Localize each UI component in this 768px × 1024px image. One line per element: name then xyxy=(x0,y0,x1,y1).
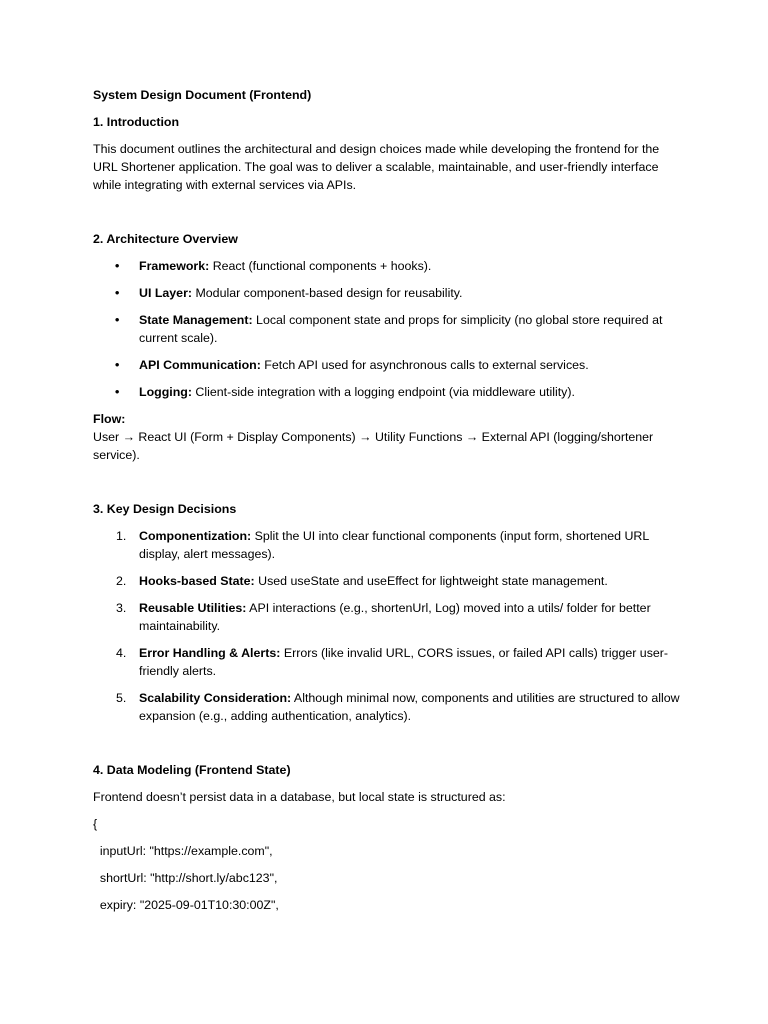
item-label: Logging: xyxy=(139,385,192,399)
code-line: shortUrl: "http://short.ly/abc123", xyxy=(93,871,278,885)
item-number: 1. xyxy=(116,529,127,543)
decision-item-reusable-utilities xyxy=(93,599,683,635)
item-label: UI Layer: xyxy=(139,286,193,300)
item-label: Framework: xyxy=(139,259,210,273)
item-label: API Communication: xyxy=(139,358,261,372)
architecture-item-api-communication xyxy=(93,356,683,374)
code-line: inputUrl: "https://example.com", xyxy=(93,844,273,858)
item-text: Client-side integration with a logging endpoint (via middleware utility). xyxy=(191,385,575,399)
item-label: Reusable Utilities: xyxy=(139,601,247,615)
item-text: Local component state and props for simplicity (no global store required at current scale). xyxy=(139,313,663,345)
flow-text: User → React UI (Form + Display Components) → Utility Functions → External API (logging/shortener service). xyxy=(93,430,654,462)
architecture-item-framework xyxy=(93,257,683,275)
item-label: Componentization: xyxy=(139,529,252,543)
document-page xyxy=(93,86,683,923)
item-text: Modular component-based design for reusability. xyxy=(192,286,463,300)
section-spacer xyxy=(93,734,683,761)
item-number: 3. xyxy=(116,601,127,615)
decision-item-error-handling xyxy=(93,644,683,680)
architecture-item-state-management xyxy=(93,311,683,347)
decision-item-componentization xyxy=(93,527,683,563)
architecture-heading: 2. Architecture Overview xyxy=(93,232,238,246)
item-number: 5. xyxy=(116,691,127,705)
flow-label: Flow: xyxy=(93,412,126,426)
item-label: Hooks-based State: xyxy=(139,574,255,588)
code-line: expiry: "2025-09-01T10:30:00Z", xyxy=(93,898,279,912)
decision-item-scalability xyxy=(93,689,683,725)
intro-heading: 1. Introduction xyxy=(93,115,180,129)
code-line: { xyxy=(93,817,98,831)
item-label: State Management: xyxy=(139,313,253,327)
architecture-item-ui-layer xyxy=(93,284,683,302)
flow-block xyxy=(93,410,683,464)
item-text: Errors (like invalid URL, CORS issues, or failed API calls) trigger user-friendly alerts. xyxy=(139,646,669,678)
intro-paragraph: This document outlines the architectural and design choices made while developing the frontend for the URL Shortener application. The goal was to deliver a scalable, maintainable, and user-friendly interface while integrating with external services via APIs. xyxy=(93,142,660,192)
item-text: Split the UI into clear functional components (input form, shortened URL display, alert messages). xyxy=(139,529,649,561)
item-number: 2. xyxy=(116,574,127,588)
item-text: Fetch API used for asynchronous calls to external services. xyxy=(260,358,589,372)
architecture-item-logging xyxy=(93,383,683,401)
decisions-list xyxy=(93,527,683,725)
data-modeling-paragraph: Frontend doesn’t persist data in a database, but local state is structured as: xyxy=(93,790,506,804)
item-number: 4. xyxy=(116,646,127,660)
item-label: Scalability Consideration: xyxy=(139,691,292,705)
data-modeling-heading: 4. Data Modeling (Frontend State) xyxy=(93,763,291,777)
item-label: Error Handling & Alerts: xyxy=(139,646,281,660)
decisions-heading: 3. Key Design Decisions xyxy=(93,502,237,516)
item-text: API interactions (e.g., shortenUrl, Log) moved into a utils/ folder for better maintainability. xyxy=(139,601,651,633)
item-text: Used useState and useEffect for lightweight state management. xyxy=(254,574,608,588)
item-text: React (functional components + hooks). xyxy=(209,259,432,273)
architecture-list xyxy=(93,257,683,401)
section-spacer xyxy=(93,203,683,230)
decision-item-hooks-state xyxy=(93,572,683,590)
document-title: System Design Document (Frontend) xyxy=(93,88,312,102)
section-spacer xyxy=(93,473,683,500)
item-text: Although minimal now, components and utilities are structured to allow expansion (e.g., adding authentication, analytics). xyxy=(139,691,680,723)
